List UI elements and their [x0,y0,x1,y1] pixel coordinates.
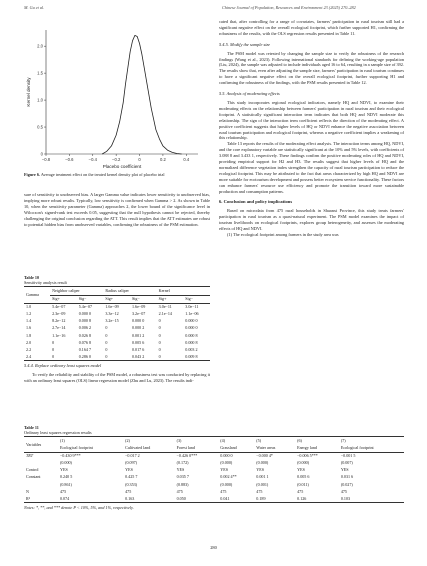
table-10-header-gamma: Gamma [26,292,39,298]
table-cell: 2.1e−14 [158,311,172,317]
table-cell: 0.026 8 [78,332,91,338]
table-cell: YES [59,467,68,473]
table-cell: 0 [158,346,161,352]
table-11-col-num: (4) [220,438,226,443]
table-row-se [24,460,404,467]
table-cell: 0.006 2 [78,325,91,331]
right-para-1: cated that, after controlling for a range of covariates, farmers' participation in rural tourism still had a significant negative effect on the overall ecological footprint, which further supported H1, confirming the robustness of the results, with the OLS regression results presented in Table 11. [219,19,404,36]
table-cell: −0.006 5*** [297,453,318,459]
table-cell: YES [256,467,265,473]
table-cell: (0.861) [59,481,72,487]
table-cell: 0.126 [297,495,307,501]
table-cell: 0.041 [220,495,230,501]
table-cell: (0.353) [125,481,138,487]
table-cell: 0.425 7 [125,474,138,480]
table-cell: YES [176,467,185,473]
table-10-title: Sensitivity analysis result [24,280,67,286]
table-cell: (0.000) [220,481,233,487]
right-para-4: Table 13 reports the results of the moderating effect analysis. The interaction terms among HQ, NDVI, and the core explanatory variable are statistically significant at the 10% and 5% levels, with coefficients of 3.088 8 and 3.433 1, respectively. These findings confirm the positive moderating roles of HQ and NDVI, providing empirical support for H2 and H3. The results suggest that higher levels of HQ and the normalized difference vegetation index strengthen the capacity of rural tourism participation to reduce the ecological footprint. This may be attributed to the fact that areas characterized by high HQ and NDVI are more suitable for ecotourism development and possess better ecosystem service functionality. These factors can enhance farmers' resource use efficiency and promote the transition toward more sustainable production and consumption patterns. [219,141,404,194]
page-number: 280 [210,545,217,550]
left-para-2: To verify the reliability and stability of the PSM model, a robustness test was conducted by replacing it with an ordinary least squares (OLS) linear regression model (Zhu and Lu, 2023). The results indi- [24,371,210,383]
table-cell: (0.883) [176,481,189,487]
table-cell: 0 [52,353,55,359]
table-cell: 1.8 [26,332,32,338]
table-cell: 0 [105,325,108,331]
table-11-col-num: (7) [340,438,346,443]
figure-6-caption-text: Average treatment effect on the treated kernel density plot of placebo trial [40,172,165,177]
right-para-6: (1) The ecological footprint among farmers in the study area was [227,232,339,237]
table-cell: 5.4e−07 [78,304,93,310]
x-tick-label: −0.6 [65,157,74,162]
table-cell: 0.005 6 [131,339,145,345]
table-cell: 2.3e−09 [52,311,66,317]
table-11-col-name: Ecological footprint [59,445,93,451]
y-tick-label: 2.0 [37,43,43,49]
table-cell: 0.000 0 [131,318,145,324]
table-11-col-name: Water areas [256,445,276,451]
table-cell: 1.0 [26,304,32,310]
table-cell: 2.7e−14 [52,325,66,331]
running-header-journal: Chinese Journal of Population, Resources and Environment 23 (2025) 270–282 [222,5,356,10]
table-11-title: Ordinary least squares regression results [24,430,92,436]
section-5-5-heading: 5.5. Analysis of moderating effects [219,91,280,97]
section-5-4-4-heading: 5.4.4. Replace ordinary least squares model [24,363,102,368]
density-curve [102,35,182,154]
table-row [24,495,404,503]
table-cell: 0.164 7 [78,346,91,352]
table-11-col-num: (6) [297,438,302,443]
table-cell: 0.286 0 [78,353,91,359]
table-cell: 0.035 7 [176,474,189,480]
table-row [24,318,210,325]
table-cell: 5.4e−07 [52,304,66,310]
table-11-col-num: (1) [59,438,65,443]
table-11-block [24,425,404,510]
kernel-density-chart [22,22,210,172]
table-row [24,452,404,460]
table-cell: (0.011) [297,481,309,487]
table-10-header-radius: Radius caliper [103,287,156,295]
x-tick-label: −0.2 [112,157,121,162]
table-cell: 0.240 5 [59,474,73,480]
table-cell: 0.163 [125,495,135,501]
table-cell: 475 [220,488,227,494]
table-cell: −0.426 0*** [176,453,198,459]
table-cell: 475 [125,488,132,494]
table-cell: YES [340,467,349,473]
table-cell-empty [24,460,58,467]
table-cell: 0.189 [256,495,266,501]
table-cell: 3.0e−11 [158,304,172,310]
table-cell: YES [220,467,229,473]
table-11-col-num: (5) [256,438,262,443]
table-row [24,325,210,332]
table-row [24,467,404,474]
table-cell: 0.000 0 [78,311,91,317]
table-cell: 0 [158,332,161,338]
table-cell: 0.000 0 [185,318,198,324]
y-axis-label: Kernel density [26,77,31,107]
table-cell: 0.000 8 [185,339,198,345]
x-tick-label: 0.2 [160,157,166,162]
x-tick-label: −0.4 [88,157,97,162]
table-cell: 1.1e−06 [185,311,199,317]
table-row [24,311,210,318]
y-tick-label: 0 [40,151,43,157]
table-cell: 0.003 2 [185,346,198,352]
y-tick-label: 1.5 [37,70,43,76]
table-cell: 2.0 [26,339,32,345]
x-tick-label: −0.8 [41,157,51,162]
table-cell: 0.000 2 [131,325,145,331]
table-10-block [24,275,210,361]
table-cell: 1.6e−09 [131,304,146,310]
table-row-se [24,481,404,488]
table-cell: 475 [340,488,347,494]
table-cell: 0.031 6 [340,474,354,480]
left-para-1: sure of sensitivity to unobserved bias. A larger Gamma value indicates lower sensitivity to unobserved bias, implying more robust results. Typically, low sensitivity is confirmed when Gamma > 2. As shown in Table 10, when the sensitivity parameter (Gamma) approaches 2, the lower bound of the significance level in Wilcoxon's signed-rank test exceeds 0.05, suggesting that the null hypothesis cannot be rejected, thereby challenging the original conclusion regarding the ATT. This result implies that the ATT estimates are robust to potential hidden bias from unobserved variables, confirming the robustness of the PSM estimation. [24,192,210,227]
table-row [24,303,210,311]
table-cell: 0 [105,339,108,345]
table-cell: YES [297,467,305,473]
table-11-col-name: Cultivated land [125,445,151,451]
table-cell: 475 [59,488,67,494]
table-10-subheader: Sig+ [158,296,167,302]
table-cell-empty [24,481,58,488]
table-cell: 2.2 [26,346,32,352]
table-cell: −0.017 2 [125,453,140,459]
x-tick-label: 0 [138,157,141,162]
table-11 [24,436,404,503]
table-cell: (0.097) [125,460,138,466]
table-cell: YES [125,467,133,473]
table-cell: 0.017 6 [131,346,145,352]
table-10-label: Table 10 [24,275,40,280]
left-column-text-2 [24,358,210,384]
figure-6-caption [24,172,210,177]
table-cell: 0.000 8 [185,332,198,338]
table-cell: −0.000 4* [256,453,273,459]
table-cell: 0 [105,332,108,338]
table-row [24,488,404,495]
table-cell: 475 [176,488,183,494]
table-10-subheader: Sig+ [105,296,114,302]
table-cell: 3.2e−15 [105,318,119,324]
table-cell: 0 [52,346,55,352]
table-cell: 0.001 1 [256,474,269,480]
table-11-col-name: Ecological footprint [340,445,374,451]
table-cell: (0.001) [256,481,269,487]
section-6-heading: 6. Conclusion and policy implications [219,199,293,205]
table-row-label: TRT [26,453,34,459]
table-cell: 3.2e−07 [131,311,146,317]
table-10-subheader: Sig− [78,296,87,302]
table-cell: 0.050 [176,495,186,501]
table-cell: 3.0e−11 [185,304,199,310]
table-cell: 0 [158,325,161,331]
right-para-3: This study incorporates regional ecological indicators, namely HQ and NDVI, to examine their moderating effects on the relationship between farmers' participation in rural tourism and their ecological footprint. A statistically significant interaction term indicates that both HQ and NDVI moderate this relationship. The sign of the interaction term coefficient reflects the direction of the moderating effect. A positive coefficient suggests that higher levels of HQ or NDVI enhance the negative association between rural tourism participation and ecological footprint, whereas a negative coefficient implies a weakening of this relationship. [219,99,404,141]
table-cell: (0.027) [340,481,353,487]
table-cell: 0.103 [340,495,351,501]
left-column-text [24,192,210,227]
table-row [24,332,210,339]
table-11-col-name: Energy land [297,445,317,451]
table-11-col-name: Grassland [220,445,237,451]
table-10 [24,286,210,361]
table-10-header-neighbor: Neighbor caliper [50,287,103,295]
table-cell: (0.007) [340,460,353,466]
table-cell: −0.430 9*** [59,453,81,459]
right-para-5: Based on microdata from 475 rural households in Shaanxi Province, this study treats farmers' participation in rural tourism as a quasi-natural experiment. The PSM model examines the impact of tourism livelihoods on ecological footprints, explores group heterogeneity, and assesses the moderating effects of HQ and NDVI. [219,208,404,232]
table-cell: 0.000 8 [78,318,91,324]
table-cell: 1.6e−09 [105,304,119,310]
table-cell: 475 [297,488,304,494]
table-cell: (0.000) [59,460,72,466]
x-axis-label: Placebo coefficient [102,164,142,169]
table-cell: 1.1e−16 [52,332,66,338]
table-cell: (0.172) [176,460,189,466]
table-11-var-header: Variables [26,441,42,447]
table-cell: 0 [105,353,108,359]
table-10-subheader: Sig− [185,296,194,302]
table-cell: 0.005 6 [297,474,310,480]
table-cell: (0.000) [297,460,310,466]
table-cell: 0.000 0 [185,325,198,331]
table-cell: 0 [158,353,161,359]
table-10-subheader: Sig− [131,296,140,302]
table-cell: 0.000 0 [220,453,233,459]
table-row [24,339,210,346]
table-11-col-num: (2) [125,438,130,443]
table-cell: 1.2 [26,311,32,317]
y-tick-label: 1.0 [37,97,43,103]
table-cell: 0 [158,318,161,324]
figure-6 [22,22,210,172]
table-row-label: Constant [26,474,41,480]
table-cell: 0.076 8 [78,339,91,345]
y-tick-label: 0.5 [37,124,43,130]
table-10-subheader: Sig+ [52,296,60,302]
table-cell: 475 [256,488,263,494]
table-row-label: R² [26,495,30,501]
x-tick-label: 0.4 [183,157,190,162]
table-cell: (0.000) [220,460,233,466]
section-5-4-5-heading: 5.4.5. Modify the sample size [219,41,271,47]
table-11-label: Table 11 [24,425,39,430]
table-row-label: Control [26,467,39,473]
table-cell: 0 [158,339,161,345]
table-10-header-kernel: Kernel [157,287,210,295]
table-row-label: N [26,488,29,494]
table-cell: 0 [52,339,55,345]
table-cell: (0.000) [256,460,269,466]
right-para-2: The PSM model was retested by changing the sample size to verify the robustness of the research findings (Wang et al., 2023). Following international standards for defining the working-age population (Liu, 2024), the sample was adjusted to include individuals aged 16 to 64, resulting in a sample size of 392. The results show that, even after adjusting the sample size, farmers' participation in rural tourism continues to have a significant negative effect on the overall ecological footprint, further supporting H1 and confirming the robustness of the findings, with the PSM results presented in Table 12. [219,50,404,86]
table-11-col-num: (3) [176,438,182,443]
right-column-text [219,19,404,238]
table-cell: 2.4 [26,353,32,359]
table-cell: 0.001 2 [131,332,145,338]
table-11-col-name: Forest land [176,445,195,451]
table-row [24,474,404,481]
table-cell: 1.4 [26,318,32,324]
table-cell: 3.3e−12 [105,311,119,317]
table-11-notes: Notes: *, **, and *** denote P < 10%, 5%, and 1%, respectively. [24,504,134,510]
table-cell: 1.6 [26,325,32,331]
table-cell: 0.009 8 [185,353,198,359]
table-cell: 8.2e−12 [52,318,66,324]
table-cell: 0.043 2 [131,353,145,359]
table-cell: −0.001 5 [340,453,356,459]
table-cell: 0 [105,346,108,352]
figure-6-caption-label: Figure 6. [24,172,40,177]
table-cell: 0.002 4** [220,474,237,480]
running-header-authors: M. Gu et al. [24,5,45,10]
table-row [24,346,210,353]
table-cell: 0.074 [59,495,70,501]
